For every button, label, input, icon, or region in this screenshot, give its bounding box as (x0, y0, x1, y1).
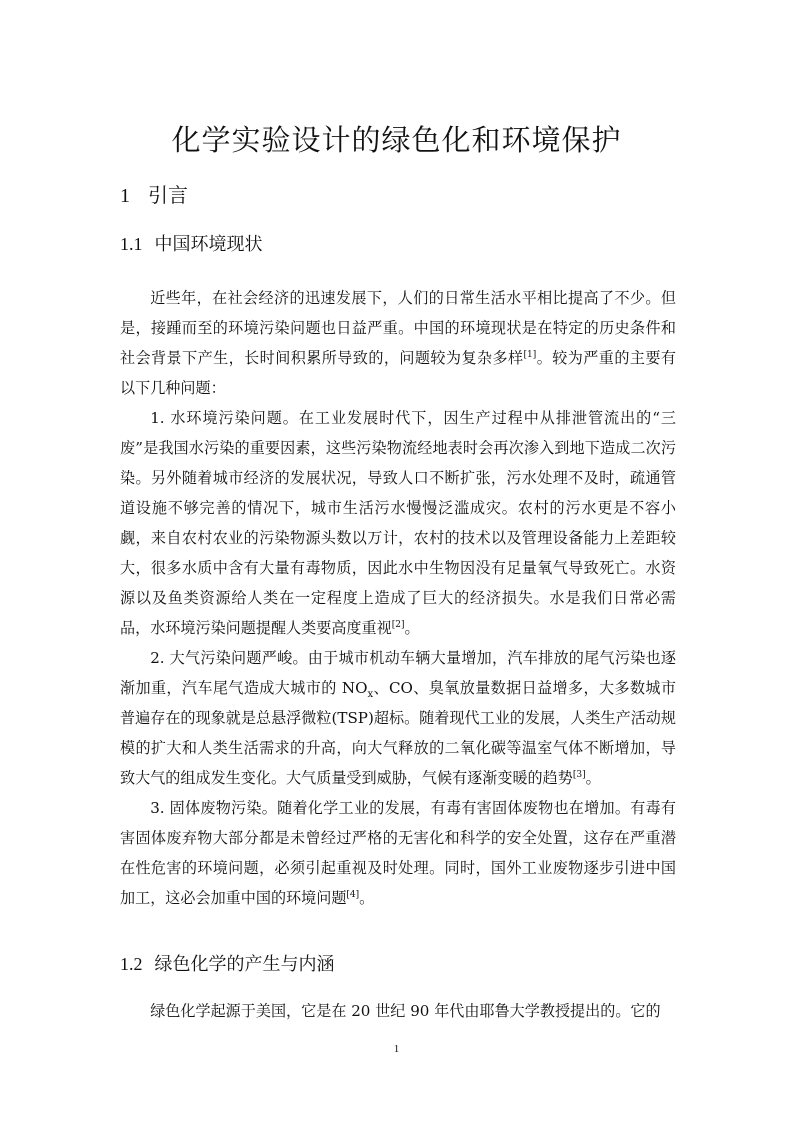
paragraph-green-chemistry: 绿色化学起源于美国，它是在 20 世纪 90 年代由耶鲁大学教授提出的。它的 (150, 1002, 661, 1020)
section-heading-1 (120, 180, 188, 211)
section-label: 引言 (148, 183, 188, 207)
section-label: 中国环境现状 (154, 234, 263, 255)
body-text-block (120, 283, 676, 913)
paragraph-solid-waste (120, 793, 676, 913)
section-number: 1.2 (120, 954, 143, 974)
section-number: 1 (120, 185, 130, 207)
citation: [1] (523, 349, 537, 360)
paragraph-water-pollution (120, 403, 676, 643)
citation: [4] (346, 889, 360, 900)
paragraph-text: 1. 水环境污染问题。在工业发展时代下，因生产过程中从排泄管流出的“三废”是我国水污染的重要因素，这些污染物流经地表时会再次渗入到地下造成二次污染。另外随着城市经济的发展状况，导致人口不断扩张，污水处理不及时，疏通管道设施不够完善的情况下，城市生活污水慢慢泛滥成灾。农村的污水更是不容小觑，来自农村农业的污染物源头数以万计，农村的技术以及管理设备能力上差距较大，很多水质中含有大量有毒物质，因此水中生物因没有足量氧气导致死亡。水资源以及鱼类资源给人类在一定程度上造成了巨大的经济损失。水是我们日常必需品，水环境污染问题提醒人类要高度重视 (120, 409, 676, 637)
paragraph-text: 。较为严重的主要有以下几种问题： (120, 349, 676, 397)
paragraph-text: 近些年，在社会经济的迅速发展下，人们的日常生活水平相比提高了不少。但是，接踵而至的环境污染问题也日益严重。中国的环境现状是在特定的历史条件和社会背景下产生，长时间积累所导致的，问题较为复杂多样 (120, 289, 676, 367)
section-number: 1.1 (120, 234, 143, 254)
subscript: x (367, 689, 374, 701)
citation: [3] (572, 769, 586, 780)
page-number: 1 (393, 1043, 400, 1055)
paragraph-text: 。 (404, 619, 420, 637)
paragraph-text: 2. 大气污染问题严峻。由于城市机动车辆大量增加，汽车排放的尾气污染也逐渐加重，汽车尾气造成大城市的 NO (120, 649, 676, 697)
citation: [2] (391, 619, 405, 630)
document-title: 化学实验设计的绿色化和环境保护 (171, 123, 622, 157)
section-label: 绿色化学的产生与内涵 (154, 954, 335, 975)
section-heading-1-2 (120, 950, 335, 979)
paragraph-text: 、CO、臭氧放量数据日益增多，大多数城市普遍存在的现象就是总悬浮微粒(TSP)超标。随着现代工业的发展，人类生产活动规模的扩大和人类生活需求的升高，向大气释放的二氧化碳等温室气体不断增加，导致大气的组成发生变化。大气质量受到威胁，气候有逐渐变暖的趋势 (120, 679, 676, 787)
paragraph-air-pollution (120, 643, 676, 793)
paragraph-text: 3. 固体废物污染。随着化学工业的发展，有毒有害固体废物也在增加。有毒有害固体废弃物大部分都是未曾经过严格的无害化和科学的安全处置，这存在严重潜在性危害的环境问题，必须引起重视及时处理。同时，国外工业废物逐步引进中国加工，这必会加重中国的环境问题 (120, 799, 676, 907)
body-text-block-2 (120, 996, 676, 1026)
paragraph-intro (120, 283, 676, 403)
section-heading-1-1 (120, 230, 263, 259)
paragraph-text: 。 (585, 769, 601, 787)
paragraph-text: 。 (359, 889, 375, 907)
